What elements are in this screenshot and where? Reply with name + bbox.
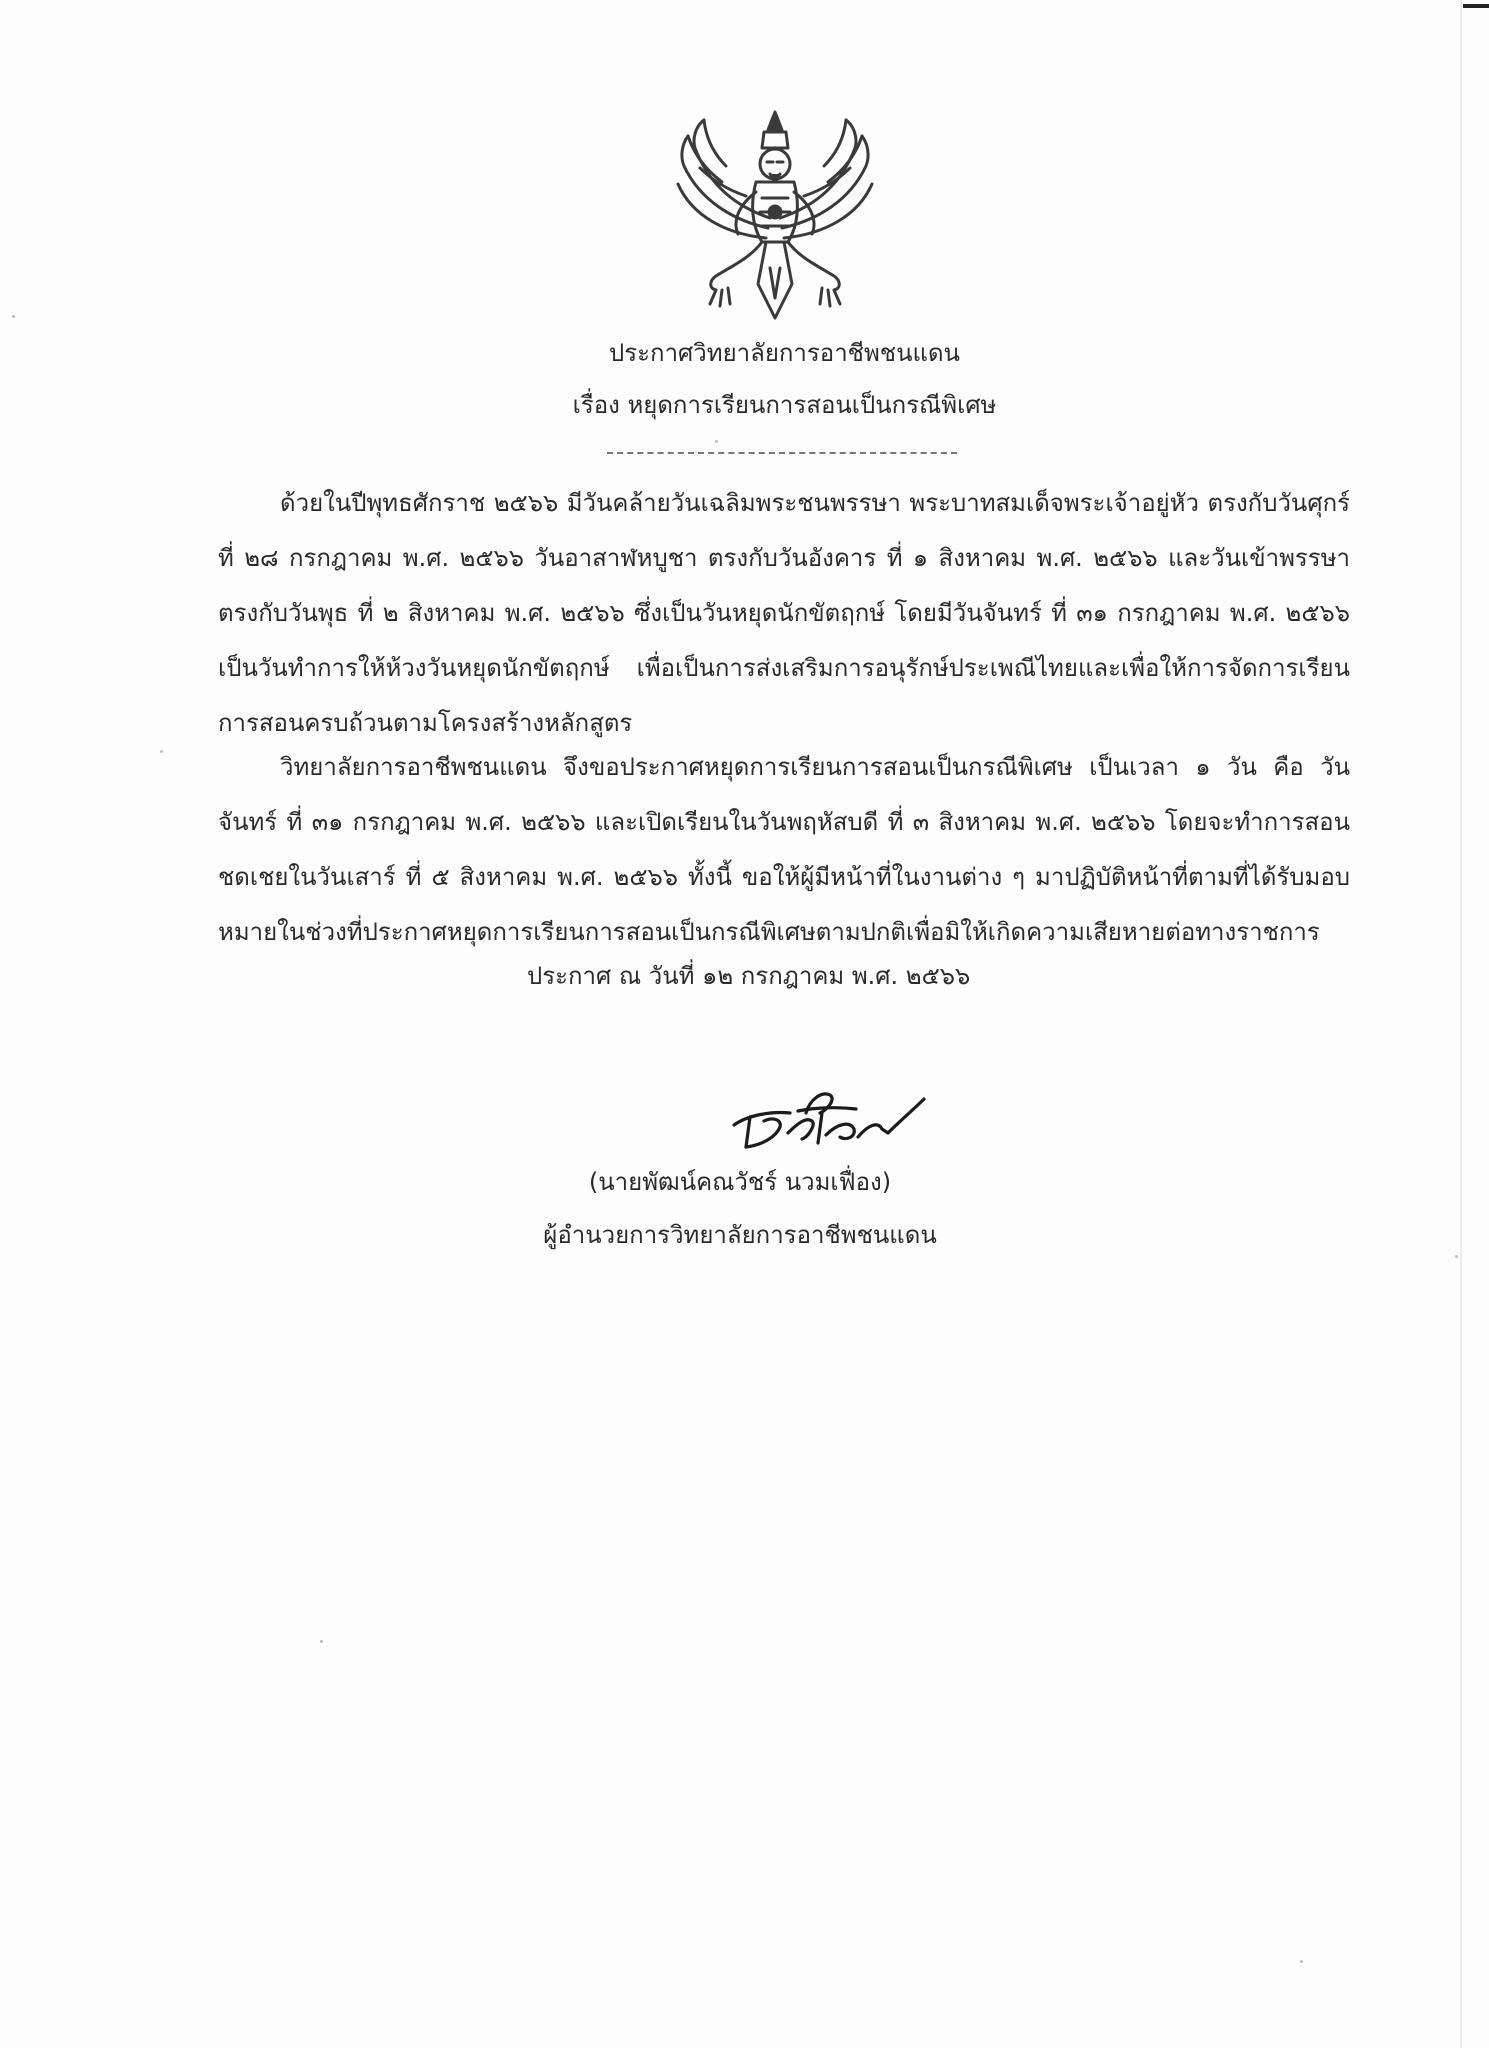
scan-speck xyxy=(320,1640,323,1643)
scan-speck xyxy=(12,315,15,318)
signer-position: ผู้อำนวยการวิทยาลัยการอาชีพชนแดน xyxy=(543,1221,937,1249)
scan-speck xyxy=(715,440,718,443)
handwritten-signature-icon xyxy=(728,1085,928,1157)
garuda-emblem-icon xyxy=(670,108,880,328)
scan-speck xyxy=(160,750,163,753)
announcement-subject: เรื่อง หยุดการเรียนการสอนเป็นกรณีพิเศษ xyxy=(572,391,997,419)
scan-speck xyxy=(1300,1960,1303,1963)
scan-speck xyxy=(1455,1255,1458,1258)
body-paragraph-1: ด้วยในปีพุทธศักราช ๒๕๖๖ มีวันคล้ายวันเฉลิมพระชนพรรษา พระบาทสมเด็จพระเจ้าอยู่หัว ตรงกับวันศุกร์ ที่ ๒๘ กรกฎาคม พ.ศ. ๒๕๖๖ วันอาสาฬหบูชา ตรงกับวันอังคาร ที่ ๑ สิงหาคม พ.ศ. ๒๕๖๖ และวันเข้าพรรษา ตรงกับวันพุธ ที่ ๒ สิงหาคม พ.ศ. ๒๕๖๖ ซึ่งเป็นวันหยุดนักขัตฤกษ์ โดยมีวันจันทร์ ที่ ๓๑ กรกฎาคม พ.ศ. ๒๕๖๖ เป็นวันทำการให้ห้วงวันหยุดนักขัตฤกษ์ เพื่อเป็นการส่งเสริมการอนุรักษ์ประเพณีไทยและเพื่อให้การจัดการเรียนการสอนครบถ้วนตามโครงสร้างหลักสูตร xyxy=(218,489,1350,737)
signer-name: (นายพัฒน์คณวัชร์ นวมเฟื่อง) xyxy=(588,1168,892,1196)
scan-edge-mark xyxy=(1463,4,1489,8)
body-paragraph-2: วิทยาลัยการอาชีพชนแดน จึงขอประกาศหยุดการเรียนการสอนเป็นกรณีพิเศษ เป็นเวลา ๑ วัน คือ วันจันทร์ ที่ ๓๑ กรกฎาคม พ.ศ. ๒๕๖๖ และเปิดเรียนในวันพฤหัสบดี ที่ ๓ สิงหาคม พ.ศ. ๒๕๖๖ โดยจะทำการสอนชดเชยในวันเสาร์ ที่ ๕ สิงหาคม พ.ศ. ๒๕๖๖ ทั้งนี้ ขอให้ผู้มีหน้าที่ในงานต่าง ๆ มาปฏิบัติหน้าที่ตามที่ได้รับมอบหมายในช่วงที่ประกาศหยุดการเรียนการสอนเป็นกรณีพิเศษตามปกติเพื่อมิให้เกิดความเสียหายต่อทางราชการ xyxy=(218,753,1350,946)
title-divider xyxy=(607,452,957,454)
announcement-title: ประกาศวิทยาลัยการอาชีพชนแดน xyxy=(609,339,960,367)
scan-edge-line xyxy=(1460,0,1462,2048)
announcement-date: ประกาศ ณ วันที่ ๑๒ กรกฎาคม พ.ศ. ๒๕๖๖ xyxy=(527,962,971,990)
